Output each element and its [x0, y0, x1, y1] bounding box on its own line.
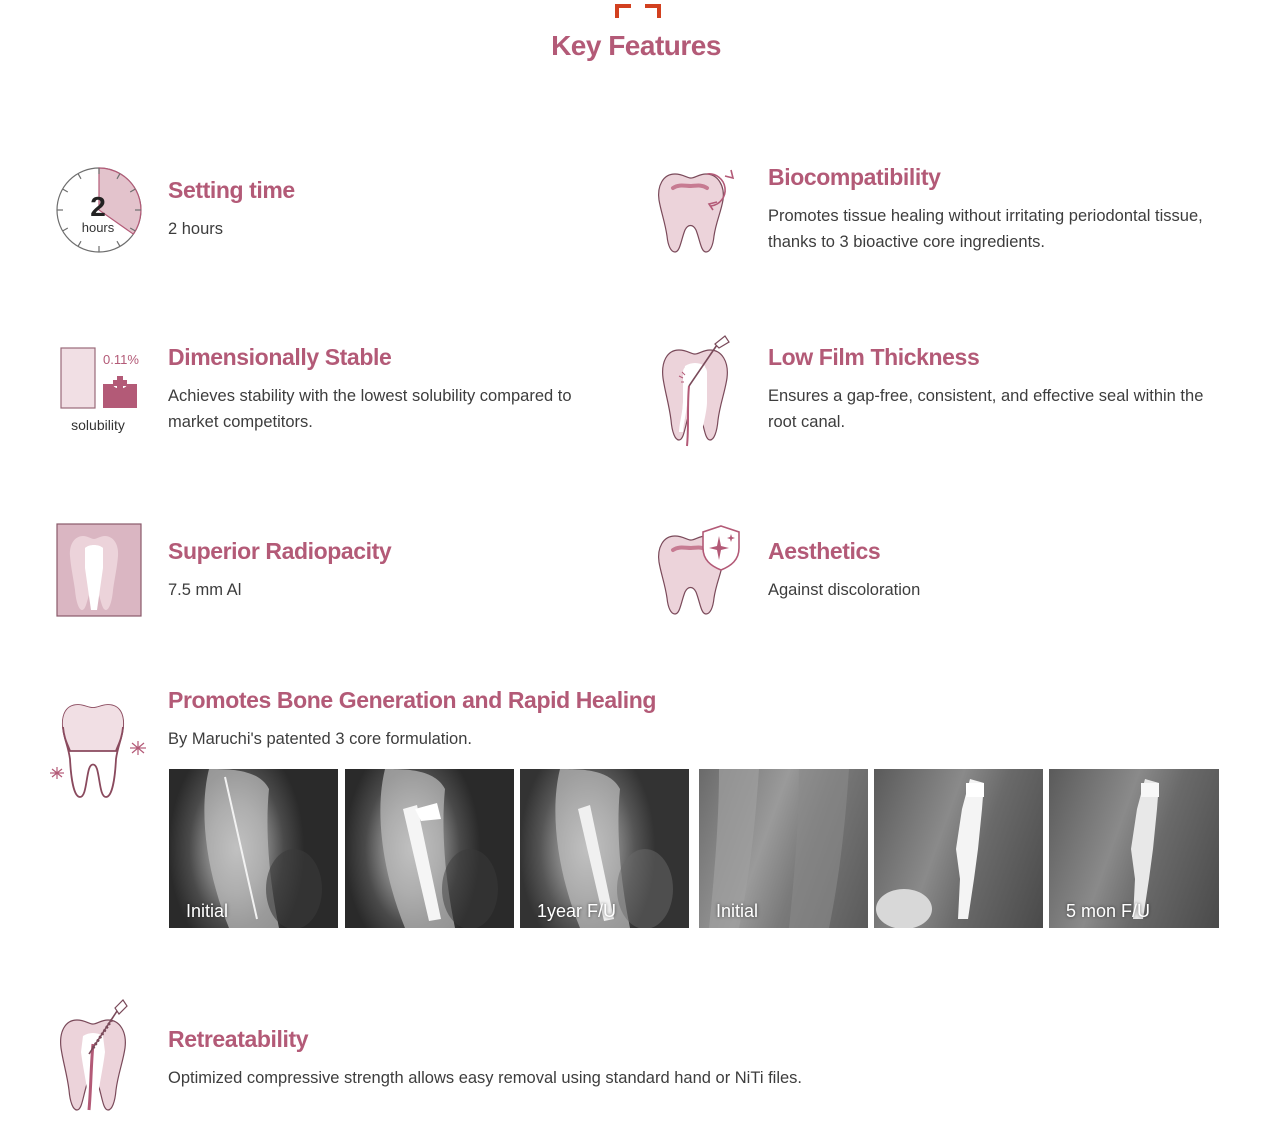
feature-title: Dimensionally Stable [168, 344, 392, 370]
tooth-healing-icon [48, 699, 152, 815]
tooth-cycle-icon [655, 160, 745, 256]
solubility-label: solubility [71, 417, 125, 433]
feature-radiopacity [55, 522, 615, 618]
solubility-value: 0.11% [103, 352, 139, 367]
feature-description: 2 hours [168, 220, 224, 238]
feature-title: Aesthetics [768, 538, 881, 564]
tooth-retreat-file-icon [55, 998, 143, 1116]
radiograph-image [520, 769, 689, 928]
feature-description: Promotes tissue healing without irritating periodontal tissue, thanks to 3 bioactive core ingredients. [768, 207, 1203, 251]
feature-title: Biocompatibility [768, 164, 941, 190]
feature-biocompatibility [655, 160, 1235, 260]
feature-description: 7.5 mm Al [168, 581, 242, 599]
feature-title: Promotes Bone Generation and Rapid Healing [168, 687, 656, 713]
radiograph-image [345, 769, 514, 928]
radiograph-tooth-icon [55, 522, 143, 618]
feature-title: Low Film Thickness [768, 344, 980, 370]
clock-unit: hours [81, 220, 115, 235]
feature-setting-time [55, 166, 615, 256]
solubility-icon [55, 340, 145, 436]
bracket-ornament-icon [615, 4, 661, 18]
feature-retreatability [55, 998, 955, 1118]
clock-icon [55, 166, 143, 254]
tooth-shield-sparkle-icon [655, 522, 745, 618]
clock-number: 2 [90, 191, 106, 222]
radiograph-caption: 1year F/U [537, 901, 617, 921]
page-title: Key Features [551, 30, 721, 61]
feature-description: By Maruchi's patented 3 core formulation. [168, 730, 472, 748]
feature-description: Optimized compressive strength allows easy removal using standard hand or NiTi files. [168, 1069, 802, 1087]
tooth-file-icon [655, 332, 745, 448]
radiograph-image [699, 769, 868, 928]
radiograph-image [874, 769, 1043, 928]
feature-description: Ensures a gap-free, consistent, and effective seal within the root canal. [768, 387, 1204, 431]
feature-title: Retreatability [168, 1026, 309, 1052]
feature-dimensionally-stable [55, 340, 615, 440]
radiograph-caption: Initial [186, 901, 229, 921]
feature-low-film-thickness [655, 332, 1235, 452]
feature-description: Achieves stability with the lowest solubility compared to market competitors. [168, 387, 572, 431]
radiograph-caption: Initial [716, 901, 759, 921]
feature-title: Superior Radiopacity [168, 538, 392, 564]
radiograph-caption: 5 mon F/U [1066, 901, 1151, 921]
radiograph-image [1049, 769, 1219, 928]
radiograph-image [169, 769, 338, 928]
feature-title: Setting time [168, 177, 295, 203]
radiograph-gallery [169, 769, 1219, 928]
feature-description: Against discoloration [768, 581, 921, 599]
feature-aesthetics [655, 522, 1235, 618]
